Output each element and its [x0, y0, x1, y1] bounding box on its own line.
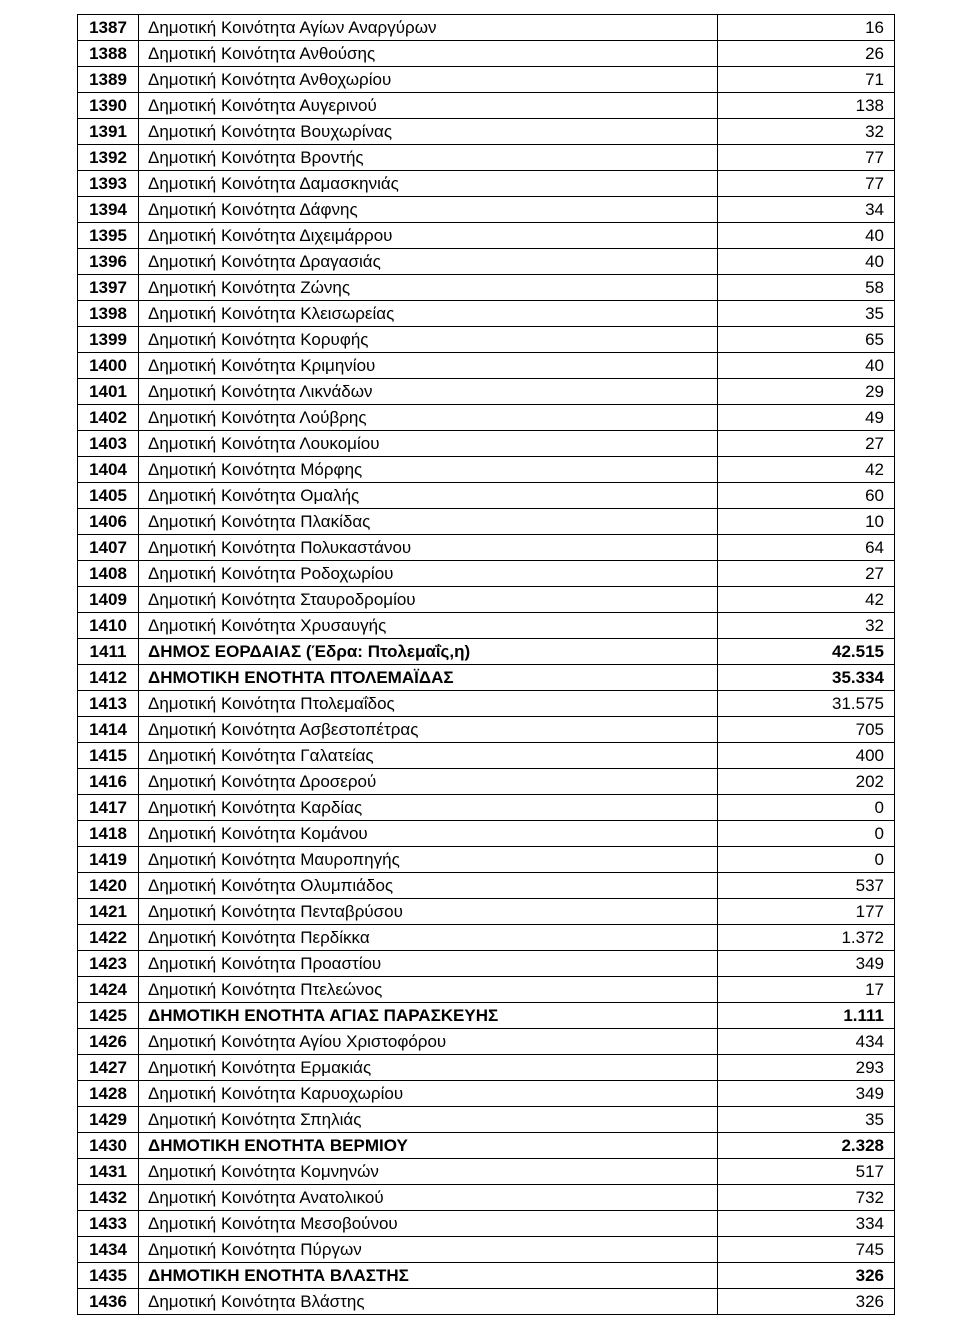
- population-table: [77, 14, 895, 1315]
- table-row: [78, 1029, 895, 1055]
- row-number: 1406: [78, 509, 139, 535]
- row-value: 27: [718, 431, 895, 457]
- row-number: 1398: [78, 301, 139, 327]
- table-row: [78, 1237, 895, 1263]
- row-number: 1417: [78, 795, 139, 821]
- row-value: 349: [718, 951, 895, 977]
- row-number: 1393: [78, 171, 139, 197]
- table-row: [78, 691, 895, 717]
- row-name: Δημοτική Κοινότητα Κορυφής: [139, 327, 718, 353]
- row-number: 1414: [78, 717, 139, 743]
- row-value: 1.372: [718, 925, 895, 951]
- row-name: Δημοτική Κοινότητα Ανατολικού: [139, 1185, 718, 1211]
- table-row: [78, 275, 895, 301]
- row-number: 1422: [78, 925, 139, 951]
- row-number: 1431: [78, 1159, 139, 1185]
- row-number: 1420: [78, 873, 139, 899]
- row-value: 42.515: [718, 639, 895, 665]
- row-number: 1423: [78, 951, 139, 977]
- table-row: [78, 327, 895, 353]
- row-number: 1436: [78, 1289, 139, 1315]
- row-name: Δημοτική Κοινότητα Ερμακιάς: [139, 1055, 718, 1081]
- row-value: 40: [718, 223, 895, 249]
- row-name: Δημοτική Κοινότητα Γαλατείας: [139, 743, 718, 769]
- row-name: Δημοτική Κοινότητα Ασβεστοπέτρας: [139, 717, 718, 743]
- row-value: 35: [718, 301, 895, 327]
- row-name: Δημοτική Κοινότητα Δροσερού: [139, 769, 718, 795]
- row-number: 1408: [78, 561, 139, 587]
- row-value: 27: [718, 561, 895, 587]
- row-number: 1412: [78, 665, 139, 691]
- row-name: Δημοτική Κοινότητα Μαυροπηγής: [139, 847, 718, 873]
- table-row: [78, 431, 895, 457]
- row-value: 77: [718, 171, 895, 197]
- table-row: [78, 873, 895, 899]
- row-number: 1429: [78, 1107, 139, 1133]
- row-name: Δημοτική Κοινότητα Αυγερινού: [139, 93, 718, 119]
- table-body: [78, 15, 895, 1315]
- row-number: 1395: [78, 223, 139, 249]
- row-value: 138: [718, 93, 895, 119]
- table-row: [78, 1055, 895, 1081]
- row-name: Δημοτική Κοινότητα Πτολεμαΐδος: [139, 691, 718, 717]
- table-row: [78, 1107, 895, 1133]
- row-name: Δημοτική Κοινότητα Αγίων Αναργύρων: [139, 15, 718, 41]
- row-name: Δημοτική Κοινότητα Λούβρης: [139, 405, 718, 431]
- row-value: 326: [718, 1289, 895, 1315]
- row-name: Δημοτική Κοινότητα Μόρφης: [139, 457, 718, 483]
- row-name: ΔΗΜΟΣ ΕΟΡΔΑΙΑΣ (Έδρα: Πτολεμαΐς,η): [139, 639, 718, 665]
- table-row: [78, 665, 895, 691]
- row-value: 29: [718, 379, 895, 405]
- row-value: 71: [718, 67, 895, 93]
- row-value: 31.575: [718, 691, 895, 717]
- table-row: [78, 1133, 895, 1159]
- row-name: Δημοτική Κοινότητα Καρδίας: [139, 795, 718, 821]
- table-row: [78, 223, 895, 249]
- row-value: 0: [718, 821, 895, 847]
- row-name: Δημοτική Κοινότητα Βλάστης: [139, 1289, 718, 1315]
- row-number: 1403: [78, 431, 139, 457]
- row-number: 1387: [78, 15, 139, 41]
- row-number: 1425: [78, 1003, 139, 1029]
- row-number: 1427: [78, 1055, 139, 1081]
- row-name: Δημοτική Κοινότητα Διχειμάρρου: [139, 223, 718, 249]
- table-row: [78, 301, 895, 327]
- row-name: Δημοτική Κοινότητα Πτελεώνος: [139, 977, 718, 1003]
- row-number: 1415: [78, 743, 139, 769]
- table-row: [78, 1003, 895, 1029]
- row-value: 705: [718, 717, 895, 743]
- table-row: [78, 171, 895, 197]
- row-name: Δημοτική Κοινότητα Πλακίδας: [139, 509, 718, 535]
- table-row: [78, 717, 895, 743]
- table-row: [78, 1289, 895, 1315]
- table-row: [78, 353, 895, 379]
- table-row: [78, 587, 895, 613]
- row-number: 1392: [78, 145, 139, 171]
- table-row: [78, 1263, 895, 1289]
- row-name: Δημοτική Κοινότητα Ανθοχωρίου: [139, 67, 718, 93]
- table-row: [78, 1081, 895, 1107]
- row-value: 34: [718, 197, 895, 223]
- row-value: 0: [718, 847, 895, 873]
- row-name: Δημοτική Κοινότητα Βουχωρίνας: [139, 119, 718, 145]
- table-row: [78, 613, 895, 639]
- row-name: Δημοτική Κοινότητα Σταυροδρομίου: [139, 587, 718, 613]
- row-value: 40: [718, 353, 895, 379]
- row-name: Δημοτική Κοινότητα Κομνηνών: [139, 1159, 718, 1185]
- table-row: [78, 795, 895, 821]
- table-row: [78, 561, 895, 587]
- row-number: 1405: [78, 483, 139, 509]
- row-value: 349: [718, 1081, 895, 1107]
- table-row: [78, 67, 895, 93]
- table-row: [78, 15, 895, 41]
- row-number: 1418: [78, 821, 139, 847]
- row-value: 326: [718, 1263, 895, 1289]
- row-number: 1409: [78, 587, 139, 613]
- row-value: 0: [718, 795, 895, 821]
- row-value: 42: [718, 457, 895, 483]
- row-number: 1434: [78, 1237, 139, 1263]
- row-value: 10: [718, 509, 895, 535]
- row-name: Δημοτική Κοινότητα Καρυοχωρίου: [139, 1081, 718, 1107]
- row-name: Δημοτική Κοινότητα Σπηλιάς: [139, 1107, 718, 1133]
- table-row: [78, 197, 895, 223]
- row-number: 1400: [78, 353, 139, 379]
- table-row: [78, 639, 895, 665]
- row-value: 35: [718, 1107, 895, 1133]
- row-number: 1432: [78, 1185, 139, 1211]
- row-number: 1421: [78, 899, 139, 925]
- table-row: [78, 899, 895, 925]
- row-name: ΔΗΜΟΤΙΚΗ ΕΝΟΤΗΤΑ ΒΛΑΣΤΗΣ: [139, 1263, 718, 1289]
- row-number: 1401: [78, 379, 139, 405]
- row-name: ΔΗΜΟΤΙΚΗ ΕΝΟΤΗΤΑ ΠΤΟΛΕΜΑΪΔΑΣ: [139, 665, 718, 691]
- row-number: 1396: [78, 249, 139, 275]
- table-row: [78, 379, 895, 405]
- table-row: [78, 847, 895, 873]
- table-row: [78, 41, 895, 67]
- row-number: 1424: [78, 977, 139, 1003]
- table-row: [78, 1159, 895, 1185]
- table-row: [78, 483, 895, 509]
- row-name: Δημοτική Κοινότητα Πύργων: [139, 1237, 718, 1263]
- row-value: 732: [718, 1185, 895, 1211]
- row-value: 517: [718, 1159, 895, 1185]
- row-number: 1435: [78, 1263, 139, 1289]
- table-row: [78, 405, 895, 431]
- table-row: [78, 925, 895, 951]
- row-number: 1433: [78, 1211, 139, 1237]
- row-number: 1410: [78, 613, 139, 639]
- row-name: Δημοτική Κοινότητα Λουκομίου: [139, 431, 718, 457]
- table-row: [78, 951, 895, 977]
- row-name: Δημοτική Κοινότητα Δάφνης: [139, 197, 718, 223]
- row-value: 42: [718, 587, 895, 613]
- row-value: 26: [718, 41, 895, 67]
- row-value: 434: [718, 1029, 895, 1055]
- row-value: 293: [718, 1055, 895, 1081]
- row-number: 1407: [78, 535, 139, 561]
- table-row: [78, 743, 895, 769]
- row-value: 60: [718, 483, 895, 509]
- row-number: 1402: [78, 405, 139, 431]
- row-value: 1.111: [718, 1003, 895, 1029]
- row-number: 1397: [78, 275, 139, 301]
- row-name: Δημοτική Κοινότητα Ολυμπιάδος: [139, 873, 718, 899]
- row-name: Δημοτική Κοινότητα Ζώνης: [139, 275, 718, 301]
- row-number: 1426: [78, 1029, 139, 1055]
- table-row: [78, 457, 895, 483]
- row-number: 1389: [78, 67, 139, 93]
- row-name: Δημοτική Κοινότητα Πενταβρύσου: [139, 899, 718, 925]
- row-number: 1416: [78, 769, 139, 795]
- table-row: [78, 821, 895, 847]
- table-row: [78, 509, 895, 535]
- row-number: 1411: [78, 639, 139, 665]
- row-name: Δημοτική Κοινότητα Ομαλής: [139, 483, 718, 509]
- row-name: ΔΗΜΟΤΙΚΗ ΕΝΟΤΗΤΑ ΒΕΡΜΙΟΥ: [139, 1133, 718, 1159]
- row-name: Δημοτική Κοινότητα Περδίκκα: [139, 925, 718, 951]
- row-value: 64: [718, 535, 895, 561]
- row-name: Δημοτική Κοινότητα Κριμηνίου: [139, 353, 718, 379]
- row-value: 40: [718, 249, 895, 275]
- row-value: 32: [718, 613, 895, 639]
- row-number: 1428: [78, 1081, 139, 1107]
- row-number: 1404: [78, 457, 139, 483]
- row-number: 1413: [78, 691, 139, 717]
- row-value: 177: [718, 899, 895, 925]
- document-page: [77, 14, 894, 1315]
- row-name: Δημοτική Κοινότητα Ροδοχωρίου: [139, 561, 718, 587]
- row-value: 77: [718, 145, 895, 171]
- table-row: [78, 769, 895, 795]
- row-number: 1391: [78, 119, 139, 145]
- row-number: 1399: [78, 327, 139, 353]
- row-value: 17: [718, 977, 895, 1003]
- row-value: 334: [718, 1211, 895, 1237]
- table-row: [78, 93, 895, 119]
- row-value: 35.334: [718, 665, 895, 691]
- row-name: Δημοτική Κοινότητα Μεσοβούνου: [139, 1211, 718, 1237]
- row-value: 49: [718, 405, 895, 431]
- row-number: 1390: [78, 93, 139, 119]
- row-name: Δημοτική Κοινότητα Δραγασιάς: [139, 249, 718, 275]
- table-row: [78, 249, 895, 275]
- row-name: Δημοτική Κοινότητα Ανθούσης: [139, 41, 718, 67]
- row-name: Δημοτική Κοινότητα Πολυκαστάνου: [139, 535, 718, 561]
- row-value: 16: [718, 15, 895, 41]
- row-number: 1430: [78, 1133, 139, 1159]
- row-value: 537: [718, 873, 895, 899]
- row-value: 400: [718, 743, 895, 769]
- row-name: Δημοτική Κοινότητα Δαμασκηνιάς: [139, 171, 718, 197]
- row-value: 65: [718, 327, 895, 353]
- row-value: 32: [718, 119, 895, 145]
- row-value: 2.328: [718, 1133, 895, 1159]
- table-row: [78, 119, 895, 145]
- table-row: [78, 535, 895, 561]
- row-number: 1419: [78, 847, 139, 873]
- row-value: 745: [718, 1237, 895, 1263]
- row-value: 202: [718, 769, 895, 795]
- row-name: Δημοτική Κοινότητα Κλεισωρείας: [139, 301, 718, 327]
- row-name: ΔΗΜΟΤΙΚΗ ΕΝΟΤΗΤΑ ΑΓΙΑΣ ΠΑΡΑΣΚΕΥΗΣ: [139, 1003, 718, 1029]
- row-value: 58: [718, 275, 895, 301]
- table-row: [78, 1211, 895, 1237]
- row-name: Δημοτική Κοινότητα Βροντής: [139, 145, 718, 171]
- table-row: [78, 977, 895, 1003]
- table-row: [78, 145, 895, 171]
- row-name: Δημοτική Κοινότητα Λικνάδων: [139, 379, 718, 405]
- table-row: [78, 1185, 895, 1211]
- row-number: 1388: [78, 41, 139, 67]
- row-number: 1394: [78, 197, 139, 223]
- row-name: Δημοτική Κοινότητα Αγίου Χριστοφόρου: [139, 1029, 718, 1055]
- row-name: Δημοτική Κοινότητα Χρυσαυγής: [139, 613, 718, 639]
- row-name: Δημοτική Κοινότητα Προαστίου: [139, 951, 718, 977]
- row-name: Δημοτική Κοινότητα Κομάνου: [139, 821, 718, 847]
